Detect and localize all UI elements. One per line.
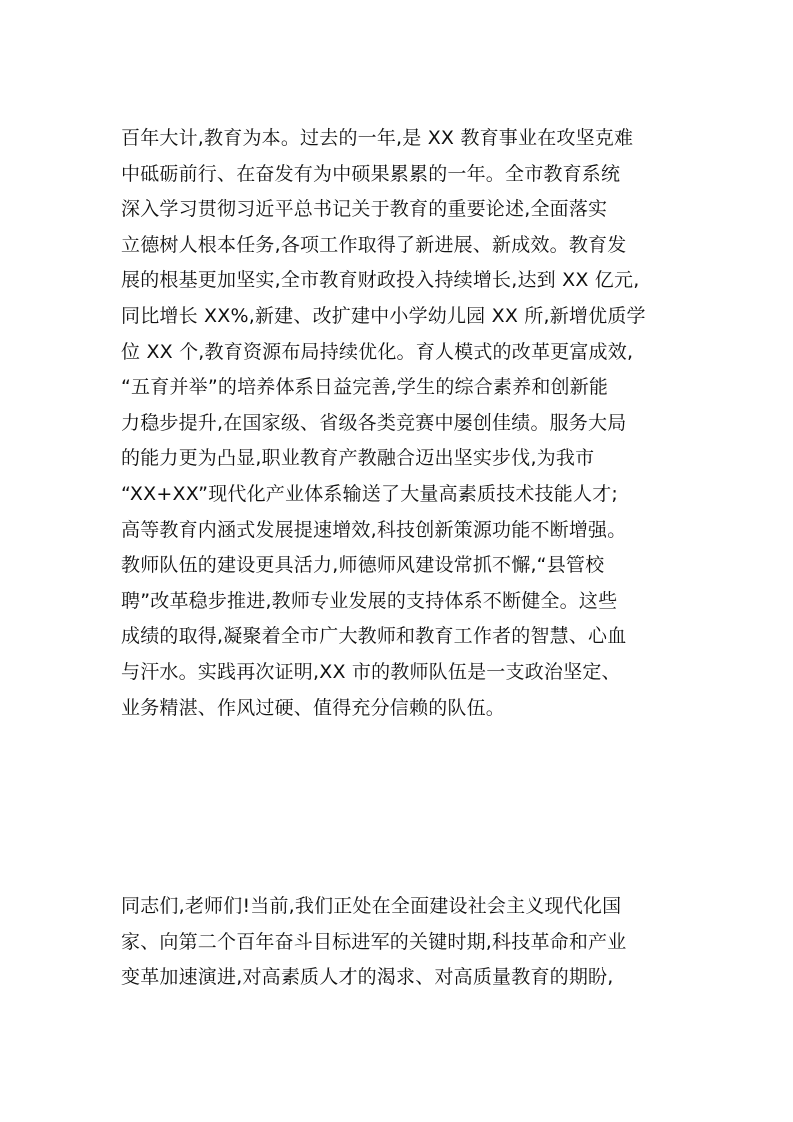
paragraph-line: 与汗水。实践再次证明,XX 市的教师队伍是一支政治坚定、 bbox=[121, 660, 621, 683]
paragraph-line: 的能力更为凸显,职业教育产教融合迈出坚实步伐,为我市 bbox=[121, 447, 595, 470]
paragraph-1 bbox=[121, 121, 681, 726]
paragraph-line: 同比增长 XX%,新建、改扩建中小学幼儿园 XX 所,新增优质学 bbox=[121, 304, 646, 327]
paragraph-line: 高等教育内涵式发展提速增效,科技创新策源功能不断增强。 bbox=[121, 518, 627, 541]
paragraph-line: 家、向第二个百年奋斗目标进军的关键时期,科技革命和产业 bbox=[121, 930, 627, 953]
paragraph-line: 变革加速演进,对高素质人才的渴求、对高质量教育的期盼, bbox=[121, 966, 614, 989]
paragraph-line: 成绩的取得,凝聚着全市广大教师和教育工作者的智慧、心血 bbox=[121, 625, 627, 648]
paragraph-line: 展的根基更加坚实,全市教育财政投入持续增长,达到 XX 亿元, bbox=[121, 269, 640, 292]
paragraph-line: “XX+XX”现代化产业体系输送了大量高素质技术技能人才; bbox=[121, 482, 618, 505]
paragraph-line: 位 XX 个,教育资源布局持续优化。育人模式的改革更富成效, bbox=[121, 340, 634, 363]
paragraph-line: 立德树人根本任务,各项工作取得了新进展、新成效。教育发 bbox=[121, 233, 627, 256]
paragraph-line: “五育并举”的培养体系日益完善,学生的综合素养和创新能 bbox=[121, 376, 609, 399]
paragraph-line: 业务精湛、作风过硬、值得充分信赖的队伍。 bbox=[121, 696, 506, 719]
paragraph-line: 中砥砺前行、在奋发有为中硕果累累的一年。全市教育系统 bbox=[121, 162, 621, 185]
paragraph-line: 深入学习贯彻习近平总书记关于教育的重要论述,全面落实 bbox=[121, 198, 608, 221]
paragraph-2 bbox=[121, 889, 681, 996]
paragraph-line: 教师队伍的建设更具活力,师德师风建设常抓不懈,“县管校 bbox=[121, 554, 605, 577]
paragraph-line: 同志们,老师们!当前,我们正处在全面建设社会主义现代化国 bbox=[121, 895, 622, 917]
paragraph-line: 力稳步提升,在国家级、省级各类竞赛中屡创佳绩。服务大局 bbox=[121, 411, 627, 434]
paragraph-line: 聘”改革稳步推进,教师专业发展的支持体系不断健全。这些 bbox=[121, 589, 618, 612]
paragraph-line: 百年大计,教育为本。过去的一年,是 XX 教育事业在攻坚克难 bbox=[121, 127, 634, 149]
